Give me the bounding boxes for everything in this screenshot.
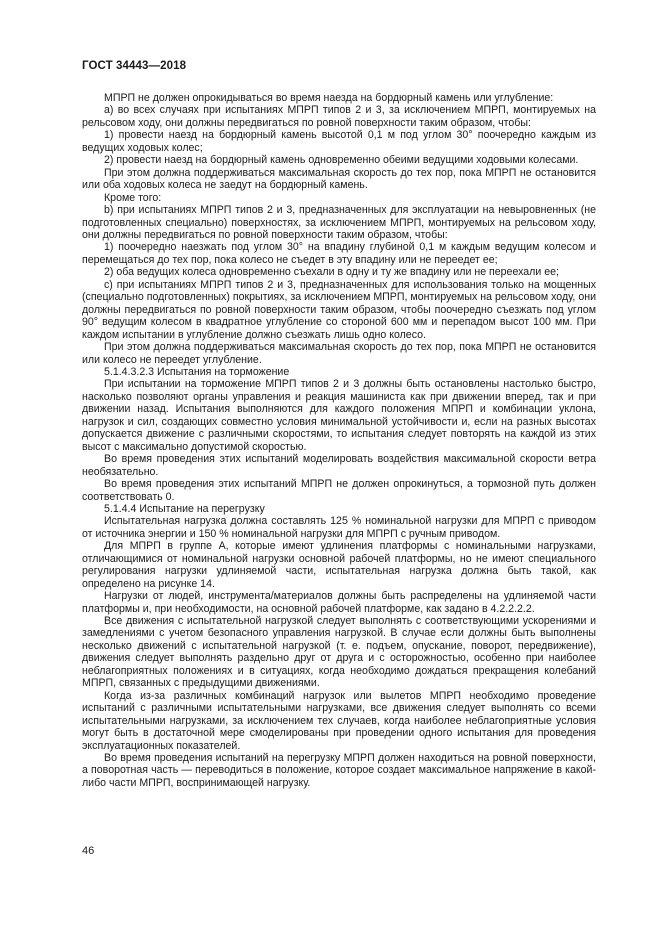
paragraph: Для МПРП в группе А, которые имеют удлинения платформы с номинальными нагрузками, отличающимися от номинальной нагрузки основной рабочей платформы, но не имеют специального регулирования нагрузки удлиняемой части, испытательная нагрузка должна быть такой, как определено на рисунке 14. [82,540,596,590]
paragraph: 5.1.4.4 Испытание на перегрузку [104,502,265,515]
paragraph: а) во всех случаях при испытаниях МПРП типов 2 и 3, за исключением МПРП, монтируемых на рельсовом ходу, они должны передвигаться по ровной поверхности таким образом, чтобы: [82,104,596,129]
paragraph: c) при испытаниях МПРП типов 2 и 3, предназначенных для использования только на мощенных (специально подготовленных) покрытиях, за исключением МПРП, монтируемых на рельсовом ходу, они должны передвигаться по ровной поверхности таким образом, чтобы поочередно съезжать под углом 90° ведущим колесом в квадратное углубление со стороной 600 мм и перепадом высот 100 мм. При каждом испытании в углубление должно съезжать лишь одно колесо. [82,278,596,341]
paragraph: Испытательная нагрузка должна составлять 125 % номинальной нагрузки для МПРП с приводом от источника энергии и 150 % номинальной нагрузки для МПРП с ручным приводом. [82,515,596,540]
standard-header: ГОСТ 34443—2018 [82,60,187,72]
paragraph: При испытании на торможение МПРП типов 2 и 3 должны быть остановлены настолько быстро, насколько позволяют органы управления и реакция машиниста как при движении вперед, так и при движении назад. Испытания выполняются для каждого положения МПРП и комбинации уклона, нагрузок и сил, создающих совместно условия минимальной устойчивости и, если на разных высотах допускается движение с различными скоростями, то испытания следует повторять на каждой из этих высот с максимально допустимой скоростью. [82,378,596,453]
paragraph: 5.1.4.3.2.3 Испытания на торможение [104,365,290,378]
paragraph: При этом должна поддерживаться максимальная скорость до тех пор, пока МПРП не остановится или оба ходовых колеса не заедут на бордюрный камень. [82,166,596,192]
paragraph: Кроме того: [104,191,162,204]
paragraph: 1) поочередно наезжать под углом 30° на впадину глубиной 0,1 м каждым ведущим колесом и перемещаться до тех пор, пока колесо не съедет в эту впадину или не переедет ее; [82,241,596,266]
paragraph: МПРП не должен опрокидываться во время наезда на бордюрный камень или углубление: [104,92,554,104]
paragraph: Нагрузки от людей, инструмента/материалов должны быть распределены на удлиняемой части платформы и, при необходимости, на основной рабочей платформе, как задано в 4.2.2.2.2. [82,590,596,615]
paragraph: Когда из-за различных комбинаций нагрузок или вылетов МПРП необходимо проведение испытаний с различными испытательными нагрузками, все движения следует выполнять со всеми испытательными нагрузками, за исключением тех случаев, когда наиболее неблагоприятные условия могут быть в достаточной мере смоделированы при проведении одного испытания для проведения эксплуатационных показателей. [82,689,596,752]
document-body [82,92,596,789]
paragraph: Во время проведения этих испытаний МПРП не должен опрокинуться, а тормозной путь должен соответствовать 0. [82,478,596,503]
paragraph: Все движения с испытательной нагрузкой следует выполнять с соответствующими ускорениями и замедлениями с учетом безопасного управления нагрузкой. В случае если должны быть выполнены несколько движений с испытательной нагрузкой (т. е. подъем, опускание, поворот, передвижение), движения следует выполнять раздельно друг от друга и с осторожностью, особенно при наиболее неблагоприятных положениях и в ситуациях, когда необходимо дождаться прекращения колебаний МПРП, связанных с предыдущими движениями. [82,615,596,690]
paragraph: Во время проведения этих испытаний моделировать воздействия максимальной скорости ветра необязательно. [82,453,596,478]
paragraph: 2) оба ведущих колеса одновременно съехали в одну и ту же впадину или не переехали ее; [104,266,559,279]
page-number: 46 [82,845,95,857]
paragraph: b) при испытаниях МПРП типов 2 и 3, предназначенных для эксплуатации на невыровненных (не подготовленных специально) поверхностях, за исключением МПРП, монтируемых на рельсовом ходу, они должны передвигаться по ровной поверхности таким образом, чтобы: [82,204,596,241]
paragraph: При этом должна поддерживаться максимальная скорость до тех пор, пока МПРП не остановится или колесо не переедет углубление. [82,341,596,366]
paragraph: 1) провести наезд на бордюрный камень высотой 0,1 м под углом 30° поочередно каждым из ведущих ходовых колес; [82,129,596,154]
paragraph: 2) провести наезд на бордюрный камень одновременно обеими ведущими ходовыми колесами. [104,154,579,167]
paragraph: Во время проведения испытаний на перегрузку МПРП должен находиться на ровной поверхности, а поворотная часть — переводиться в положение, которое создает максимальное напряжение в какой-либо части МПРП, воспринимающей нагрузку. [82,752,596,789]
